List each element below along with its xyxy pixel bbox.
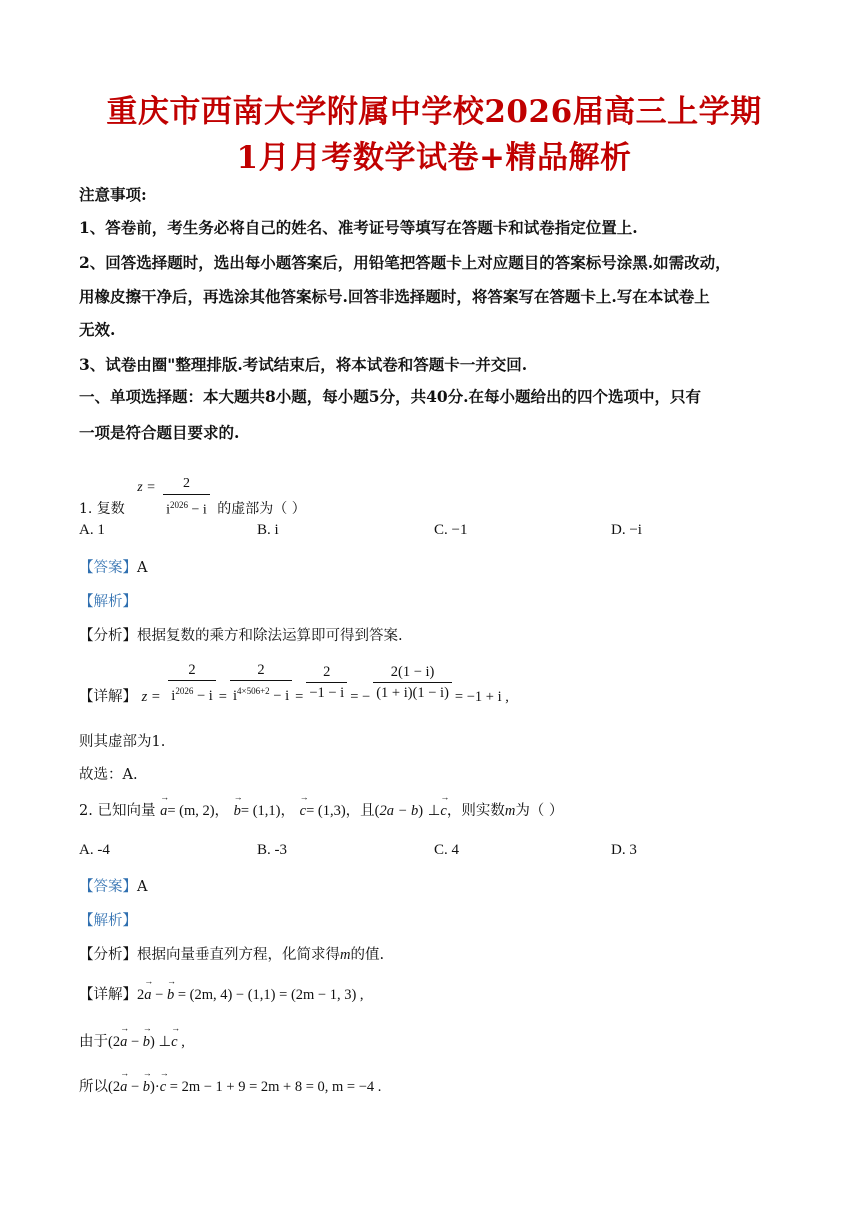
q2-answer: 【答案】A <box>79 879 148 895</box>
q1-fraction: $\frac{2}{i^{2026} - i}$ <box>163 474 210 521</box>
q1-step3: $\frac{2}{-1 - i}$ <box>306 662 347 703</box>
q1-analysis-tag: 【解析】 <box>79 594 137 610</box>
document-title-line1: 重庆市西南大学附属中学校2026届高三上学期 <box>106 94 762 130</box>
notice-item-2b: 用橡皮擦干净后，再选涂其他答案标号.回答非选择题时，将答案写在答题卡上.写在本试卷上 <box>79 287 710 306</box>
q1-step4: $\frac{2(1 - i)}{(1 + i)(1 - i)}$ <box>373 662 452 703</box>
q1-detail: 【详解】 z = $\frac{2}{i^{2026} - i}$ = $\frac{2}{i^{4\times 506+2} - i}$ = $\frac{2}{-1 - i}$ = − $\frac{2(1 - i)}{(1 + i)(1 - i)}$ = −1 + i , <box>79 662 509 705</box>
q2-analysis-tag: 【解析】 <box>79 913 137 929</box>
q1-option-c: C. −1 <box>434 522 468 538</box>
q2-stem: 2. 已知向量 → a= (m, 2)， → b= (1,1)， → c= (1,3)，且(2a − b) ⊥→ c，则实数m为（ ） <box>79 799 563 820</box>
q2-so: 所以(2→ a − → b)·→ c = 2m − 1 + 9 = 2m + 8 = 0, m = −4 . <box>79 1075 381 1096</box>
q2-detail: 【详解】2→ a − → b = (2m, 4) − (1,1) = (2m − 1, 3) , <box>79 983 364 1004</box>
section1-intro-a: 一、单项选择题：本大题共8小题，每小题5分，共40分.在每小题给出的四个选项中，只有 <box>79 387 702 406</box>
q1-option-b: B. i <box>257 522 279 538</box>
q1-step2: $\frac{2}{i^{4\times 506+2} - i}$ <box>230 660 292 706</box>
notice-item-1: 1、答卷前，考生务必将自己的姓名、准考证号等填写在答题卡和试卷指定位置上. <box>79 218 638 237</box>
q1-answer: 【答案】A <box>79 560 148 576</box>
notice-heading: 注意事项: <box>79 185 147 204</box>
q2-option-a: A. -4 <box>79 842 110 858</box>
section1-intro-b: 一项是符合题目要求的. <box>79 423 240 442</box>
q2-option-d: D. 3 <box>611 842 637 858</box>
document-title-line2: 1月月考数学试卷+精品解析 <box>236 140 632 176</box>
q1-z-eq: z = <box>137 480 156 496</box>
q1-fenxi: 【分析】根据复数的乘方和除法运算即可得到答案. <box>79 628 403 644</box>
q1-conclusion: 则其虚部为1. <box>79 734 166 750</box>
q2-option-b: B. -3 <box>257 842 287 858</box>
q2-fenxi: 【分析】根据向量垂直列方程，化简求得m的值. <box>79 947 385 963</box>
q1-choice: 故选：A. <box>79 767 138 783</box>
q1-stem: 1. 复数 z = $\frac{2}{i^{2026} - i}$ 的虚部为（ ） <box>79 458 306 505</box>
q1-step1: $\frac{2}{i^{2026} - i}$ <box>168 660 216 706</box>
notice-item-2a: 2、回答选择题时，选出每小题答案后，用铅笔把答题卡上对应题目的答案标号涂黑.如需改动， <box>79 253 731 272</box>
q2-since: 由于(2→ a − → b) ⊥→ c , <box>79 1030 185 1051</box>
notice-item-3: 3、试卷由圈"整理排版.考试结束后，将本试卷和答题卡一并交回. <box>79 355 528 374</box>
q1-option-a: A. 1 <box>79 522 105 538</box>
notice-item-2c: 无效. <box>79 320 116 339</box>
q2-option-c: C. 4 <box>434 842 460 858</box>
q1-option-d: D. −i <box>611 522 642 538</box>
